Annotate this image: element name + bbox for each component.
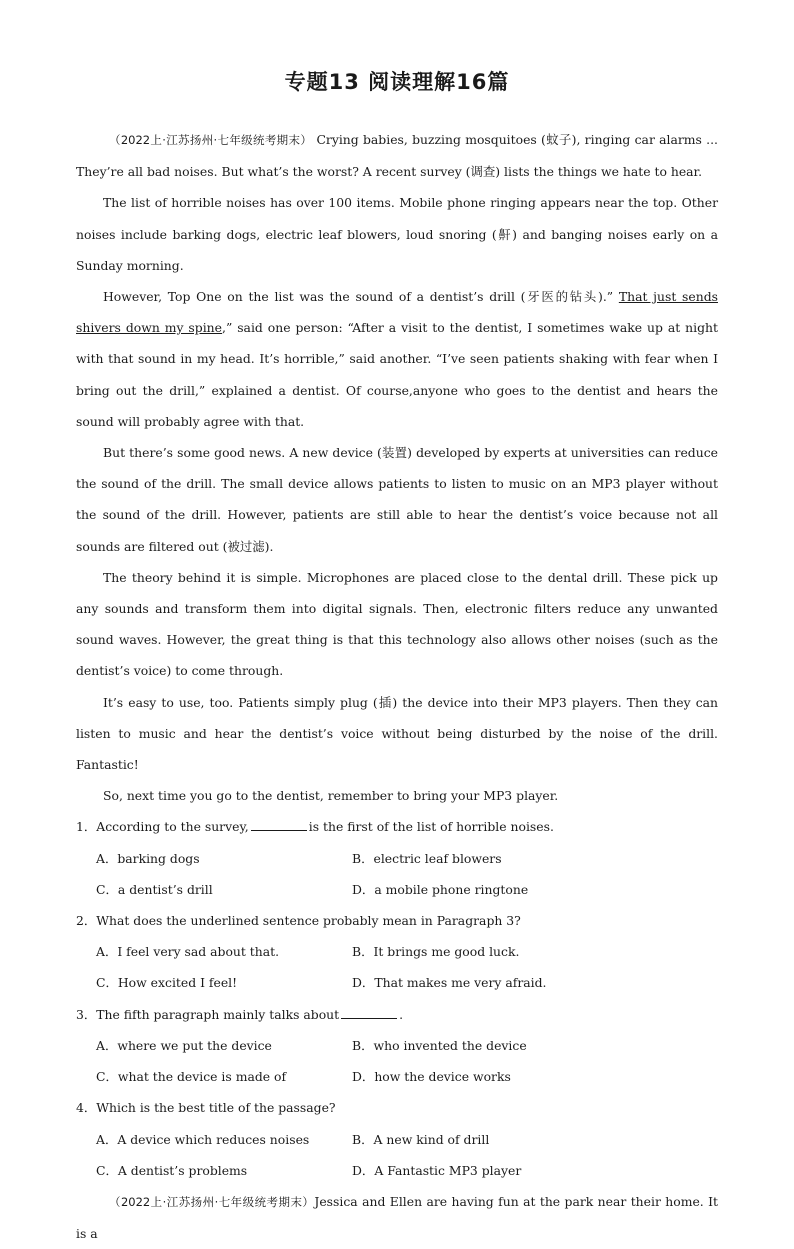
answer-blank bbox=[251, 817, 307, 831]
option-d: D．A Fantastic MP3 player bbox=[352, 1162, 522, 1178]
option-a: A．barking dogs bbox=[96, 850, 200, 866]
paragraph-3-start: However, Top One on the list was the sound of a dentist’s drill (牙医的钻头).” bbox=[103, 289, 619, 305]
question-number: 1． bbox=[76, 819, 97, 835]
question-text-end: . bbox=[399, 1006, 404, 1022]
option-c: C．How excited I feel! bbox=[96, 975, 238, 991]
question-number: 3． bbox=[76, 1006, 97, 1022]
option-c: C．what the device is made of bbox=[96, 1069, 287, 1085]
question-stem bbox=[76, 905, 718, 936]
option-d: D．That makes me very afraid. bbox=[352, 975, 547, 991]
answer-blank bbox=[341, 1005, 397, 1019]
option-c: C．A dentist’s problems bbox=[96, 1162, 248, 1178]
underlined-sentence: That just sends shivers down my spine bbox=[76, 289, 718, 336]
paragraph-3 bbox=[76, 281, 718, 437]
question-text: Which is the best title of the passage? bbox=[96, 1100, 336, 1116]
question-text: According to the survey, bbox=[96, 819, 249, 835]
source-label: （2022上·江苏扬州·七年级统考期末） bbox=[109, 1194, 315, 1209]
option-b: B．It brings me good luck. bbox=[352, 944, 520, 960]
question-number: 4． bbox=[76, 1100, 97, 1116]
paragraph-2: The list of horrible noises has over 100 items. Mobile phone ringing appears near the top. Other noises include barking dogs, electric leaf blowers, loud snoring (鼾) and banging noises early on a Sunday morning. bbox=[76, 195, 718, 273]
question-text-end: is the first of the list of horrible noises. bbox=[308, 819, 554, 835]
question-text: The fifth paragraph mainly talks about bbox=[96, 1006, 340, 1022]
document-body bbox=[76, 124, 718, 1249]
options-row bbox=[76, 1124, 718, 1155]
options-row bbox=[76, 1061, 718, 1092]
paragraph-1 bbox=[76, 124, 718, 187]
options-row bbox=[76, 1030, 718, 1061]
options-row bbox=[76, 874, 718, 905]
question-2 bbox=[76, 905, 718, 999]
passage-2-start bbox=[76, 1186, 718, 1249]
options-row bbox=[76, 1155, 718, 1186]
option-b: B．who invented the device bbox=[352, 1037, 527, 1053]
question-number: 2． bbox=[76, 913, 97, 929]
question-stem bbox=[76, 999, 718, 1030]
source-label: （2022上·江苏扬州·七年级统考期末） bbox=[109, 133, 313, 147]
question-4 bbox=[76, 1092, 718, 1186]
options-row bbox=[76, 843, 718, 874]
options-row bbox=[76, 936, 718, 967]
paragraph-1-text: Crying babies, buzzing mosquitoes (蚊子), ringing car alarms ... They’re all bad noises. But what’s the worst? A recent survey (调查) lists the things we hate to hear. bbox=[76, 132, 718, 180]
option-a: A．A device which reduces noises bbox=[96, 1131, 310, 1147]
option-c: C．a dentist’s drill bbox=[96, 881, 213, 897]
paragraph-7: So, next time you go to the dentist, remember to bring your MP3 player. bbox=[103, 788, 559, 804]
passage-2-text: Jessica and Ellen are having fun at the park near their home. It is a bbox=[76, 1193, 718, 1242]
option-a: A．I feel very sad about that. bbox=[96, 944, 280, 960]
option-d: D．how the device works bbox=[352, 1069, 511, 1085]
paragraph-6: It’s easy to use, too. Patients simply plug (插) the device into their MP3 players. Then they can listen to music and hear the dentist’s voice without being disturbed by the noise of the drill. Fantastic! bbox=[76, 694, 718, 773]
question-3 bbox=[76, 999, 718, 1093]
option-b: B．A new kind of drill bbox=[352, 1131, 490, 1147]
page-title: 专题13 阅读理解16篇 bbox=[284, 70, 510, 94]
option-b: B．electric leaf blowers bbox=[352, 850, 502, 866]
paragraph-4: But there’s some good news. A new device (装置) developed by experts at universities can reduce the sound of the drill. The small device allows patients to listen to music on an MP3 player without the sound of the drill. However, patients are still able to hear the dentist’s voice because not all sounds are filtered out (被过滤). bbox=[76, 445, 718, 554]
paragraph-5: The theory behind it is simple. Microphones are placed close to the dental drill. These pick up any sounds and transform them into digital signals. Then, electronic filters reduce any unwanted sound waves. However, the great thing is that this technology also allows other noises (such as the dentist’s voice) to come through. bbox=[76, 569, 718, 679]
paragraph-3-end: ,” said one person: “After a visit to the dentist, I sometimes wake up at night with that sound in my head. It’s horrible,” said another. “I’ve seen patients shaking with fear when I bring out the drill,” explained a dentist. Of course,anyone who goes to the dentist and hears the sound will probably agree with that. bbox=[76, 320, 719, 429]
options-row bbox=[76, 967, 718, 998]
question-1 bbox=[76, 811, 718, 905]
question-stem bbox=[76, 811, 718, 842]
option-d: D．a mobile phone ringtone bbox=[352, 881, 529, 897]
option-a: A．where we put the device bbox=[96, 1037, 272, 1053]
question-text: What does the underlined sentence probably mean in Paragraph 3? bbox=[96, 913, 521, 929]
question-stem bbox=[76, 1092, 718, 1123]
